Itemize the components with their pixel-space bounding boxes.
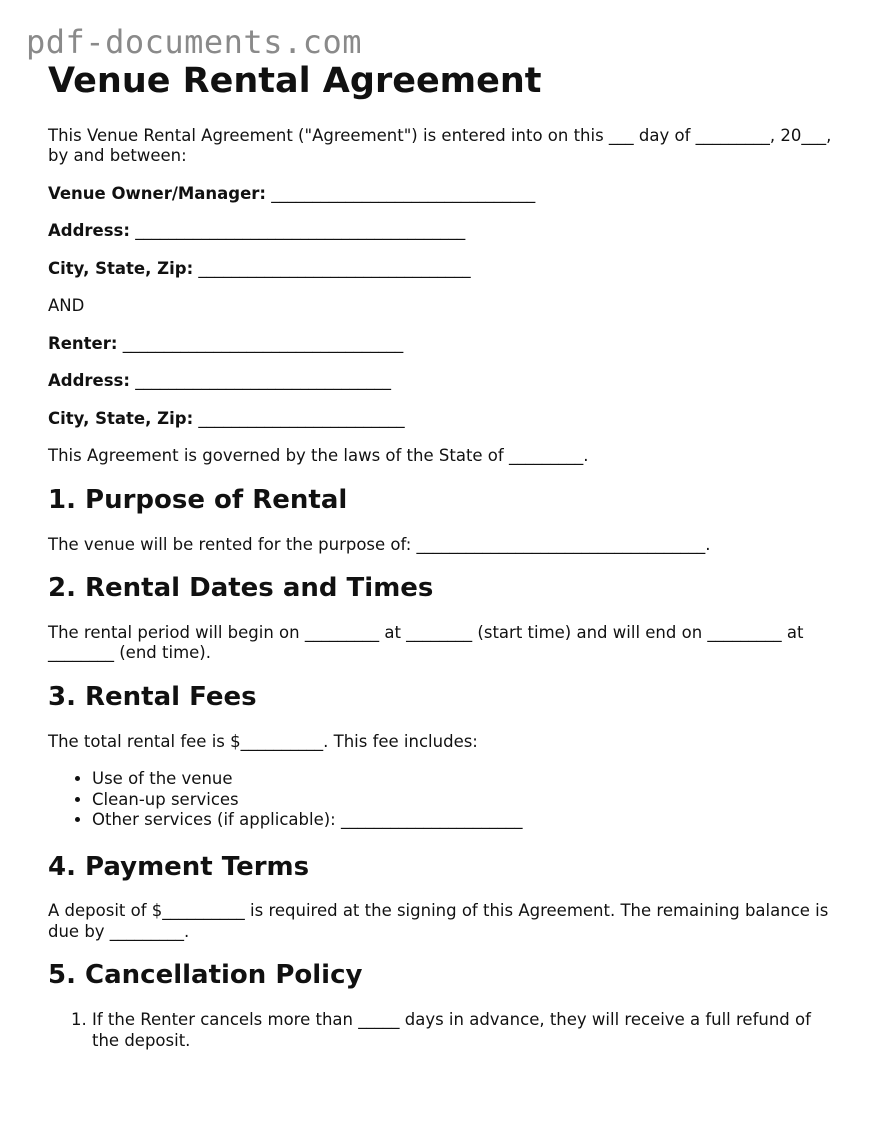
cancellation-list	[48, 1010, 838, 1051]
owner-address-label: Address:	[48, 221, 130, 241]
owner-name-field	[48, 184, 838, 205]
owner-city-blank: _________________________________	[198, 258, 471, 278]
governing-law-paragraph: This Agreement is governed by the laws of the State of _________.	[48, 446, 589, 466]
and-separator: AND	[48, 296, 85, 316]
owner-name-blank: ________________________________	[271, 183, 536, 203]
list-item: • Other services (if applicable): ______________________	[92, 810, 838, 831]
renter-city-field	[48, 409, 838, 430]
owner-city-label: City, State, Zip:	[48, 258, 194, 278]
list-item: • Clean-up services	[92, 790, 838, 811]
section-text-payment: A deposit of $__________ is required at the signing of this Agreement. The remaining balance is due by _________.	[48, 901, 829, 941]
renter-address-field	[48, 371, 838, 392]
list-item: 1. If the Renter cancels more than _____ days in advance, they will receive a full refund of the deposit.	[92, 1010, 838, 1051]
document-title: Venue Rental Agreement	[48, 61, 542, 101]
renter-name-field	[48, 334, 838, 355]
renter-address-blank: _______________________________	[135, 371, 391, 391]
section-heading-fees: 3. Rental Fees	[48, 681, 257, 712]
section-text-purpose: The venue will be rented for the purpose of: ___________________________________.	[48, 534, 711, 554]
renter-name-blank: __________________________________	[122, 333, 404, 353]
renter-city-blank: _________________________	[198, 408, 405, 428]
owner-address-blank: ________________________________________	[135, 221, 466, 241]
section-text-dates: The rental period will begin on _________ at ________ (start time) and will end on _________ at ________ (end time).	[48, 622, 804, 663]
owner-city-field	[48, 259, 838, 280]
intro-paragraph: This Venue Rental Agreement ("Agreement") is entered into on this ___ day of _________, 20___, by and between:	[48, 125, 832, 166]
owner-name-label: Venue Owner/Manager:	[48, 183, 267, 203]
fees-list	[48, 769, 838, 831]
section-heading-cancellation: 5. Cancellation Policy	[48, 960, 363, 991]
renter-address-label: Address:	[48, 371, 130, 391]
owner-address-field	[48, 221, 838, 242]
renter-city-label: City, State, Zip:	[48, 408, 194, 428]
section-text-fees: The total rental fee is $__________. This fee includes:	[48, 731, 478, 751]
list-item: • Use of the venue	[92, 769, 838, 790]
section-heading-dates: 2. Rental Dates and Times	[48, 573, 434, 604]
section-heading-purpose: 1. Purpose of Rental	[48, 484, 348, 515]
document-page	[48, 60, 838, 1071]
section-heading-payment: 4. Payment Terms	[48, 851, 310, 882]
watermark: pdf-documents.com	[26, 23, 363, 61]
renter-name-label: Renter:	[48, 333, 118, 353]
